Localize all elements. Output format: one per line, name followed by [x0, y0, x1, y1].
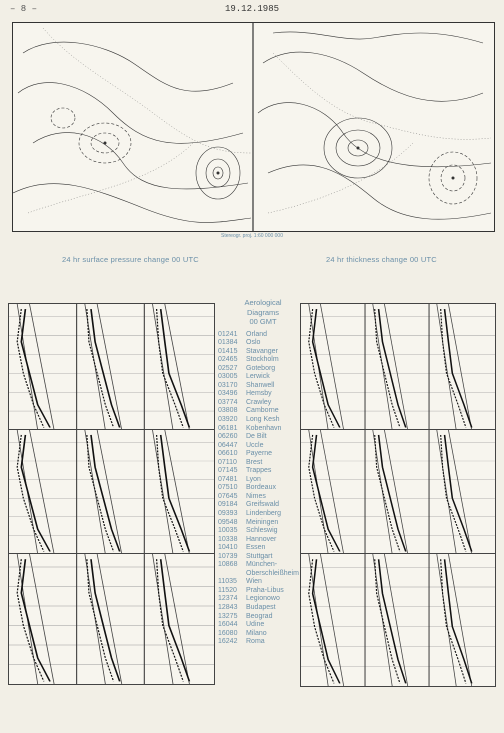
- station-id: 12843: [218, 604, 238, 611]
- station-name: Roma: [246, 638, 265, 646]
- station-row: [218, 536, 308, 545]
- station-id: 10035: [218, 527, 238, 535]
- station-row: [218, 467, 308, 476]
- station-row: [218, 476, 308, 485]
- station-name: Goteborg: [246, 364, 276, 372]
- station-row: [218, 459, 308, 468]
- station-row: [218, 407, 308, 416]
- station-name: Uccle: [246, 441, 264, 449]
- station-row: [218, 561, 308, 570]
- aerological-diagram-2: [8, 429, 215, 555]
- station-id: 16044: [218, 621, 238, 629]
- page-number: – 8 –: [10, 4, 38, 14]
- caption-thickness: 24 hr thickness change 00 UTC: [326, 255, 437, 264]
- station-id: 10739: [218, 552, 238, 560]
- station-name: Orland: [246, 330, 268, 338]
- station-name: Budapest: [246, 604, 276, 611]
- station-name: Stockholm: [246, 356, 279, 364]
- station-name: Trappes: [246, 467, 272, 475]
- station-name: Crawley: [246, 398, 272, 406]
- station-id: 11035: [218, 578, 237, 586]
- station-name: Essen: [246, 544, 266, 552]
- station-row: [218, 433, 308, 442]
- station-name: De Bilt: [246, 433, 267, 441]
- station-name: Praha-Libus: [246, 586, 284, 594]
- station-row: [218, 638, 308, 647]
- station-name: Meiningen: [246, 518, 279, 526]
- page-date: 19.12.1985: [224, 4, 279, 14]
- station-id: 06447: [218, 441, 238, 449]
- station-id: 03170: [218, 381, 238, 389]
- station-name: Hannover: [246, 535, 277, 543]
- station-row: [218, 519, 308, 528]
- station-row: [218, 613, 308, 622]
- station-name: Legionowo: [246, 595, 280, 603]
- aerological-diagram-4: [300, 303, 496, 431]
- station-id: 03774: [218, 398, 238, 406]
- station-row: [218, 356, 308, 365]
- station-row: [218, 425, 308, 434]
- station-name: Shanwell: [246, 381, 275, 389]
- station-id: 16242: [218, 638, 238, 646]
- map-scale-note: Stereogr. proj. 1:60 000 000: [221, 233, 283, 239]
- station-id: 09184: [218, 501, 238, 509]
- station-name: Payerne: [246, 450, 273, 458]
- aerological-diagram-3: [8, 553, 215, 685]
- station-row: [218, 595, 308, 604]
- station-name: Stuttgart: [246, 552, 273, 560]
- station-id: 10410: [218, 544, 238, 552]
- station-row: [218, 373, 308, 382]
- station-name: Hemsby: [246, 390, 272, 398]
- station-name: Long Kesh: [246, 415, 280, 423]
- station-list-title-2: Diagrams: [246, 307, 280, 317]
- aerological-diagram-6: [300, 553, 496, 687]
- station-id: 07110: [218, 458, 237, 466]
- station-name: Lyon: [246, 475, 261, 483]
- station-row: [218, 527, 308, 536]
- station-id: 07145: [218, 467, 238, 475]
- page-header: [0, 4, 504, 18]
- caption-surface-pressure: 24 hr surface pressure change 00 UTC: [62, 255, 199, 264]
- station-row: [218, 553, 308, 562]
- station-row: [218, 493, 308, 502]
- station-name: Wien: [246, 578, 262, 586]
- station-id: 02527: [218, 364, 238, 372]
- station-id: 03496: [218, 390, 238, 398]
- station-name: München-: [246, 561, 278, 569]
- station-id: 06181: [218, 424, 238, 432]
- station-name: Greifswald: [246, 501, 280, 509]
- station-name: Bordeaux: [246, 484, 276, 492]
- station-list-title-3: 00 GMT: [249, 317, 277, 326]
- station-name: Oslo: [246, 339, 261, 347]
- station-row: [218, 621, 308, 630]
- station-row: [218, 630, 308, 639]
- station-row: [218, 348, 308, 357]
- station-id: 09548: [218, 518, 238, 526]
- station-id: 06610: [218, 450, 238, 458]
- aerological-diagram-5: [300, 429, 496, 555]
- station-row: [218, 570, 308, 579]
- station-row: [218, 399, 308, 408]
- station-id: 09393: [218, 509, 238, 517]
- weather-map-pair: [13, 23, 494, 231]
- station-id: 07481: [218, 475, 238, 483]
- station-list-title-1: Aerological: [244, 298, 282, 307]
- station-id: 16080: [218, 629, 238, 637]
- station-id: 12374: [218, 595, 238, 603]
- station-id: 11520: [218, 586, 237, 594]
- station-row: [218, 390, 308, 399]
- station-row: [218, 587, 308, 596]
- station-id: 13275: [218, 612, 238, 620]
- station-row: [218, 510, 308, 519]
- station-row: [218, 484, 308, 493]
- station-name: Schleswig: [246, 527, 278, 535]
- station-row: [218, 450, 308, 459]
- station-name: Brest: [246, 458, 263, 466]
- station-name: Lerwick: [246, 373, 270, 381]
- station-name: Oberschleißheim: [246, 569, 299, 577]
- station-name: Stavanger: [246, 347, 278, 355]
- station-name: Nimes: [246, 492, 266, 500]
- station-row: [218, 442, 308, 451]
- station-row: [218, 501, 308, 510]
- station-id: 03808: [218, 407, 238, 415]
- station-name: Camborne: [246, 407, 279, 415]
- station-row: [218, 544, 308, 553]
- station-row: [218, 578, 308, 587]
- station-name: Beograd: [246, 612, 273, 620]
- station-id: [218, 570, 242, 579]
- station-rows: [218, 331, 308, 647]
- station-id: 07645: [218, 492, 238, 500]
- station-row: [218, 382, 308, 391]
- station-row: [218, 416, 308, 425]
- station-id: 03005: [218, 373, 238, 381]
- station-name: Udine: [246, 621, 265, 629]
- station-id: 02465: [218, 356, 238, 364]
- station-row: [218, 331, 308, 340]
- pressure-thickness-maps: [12, 22, 495, 232]
- station-id: 10868: [218, 561, 238, 569]
- station-row: [218, 365, 308, 374]
- station-row: [218, 604, 308, 613]
- station-id: 10338: [218, 535, 238, 543]
- aerological-diagram-1: [8, 303, 215, 431]
- station-row: [218, 339, 308, 348]
- station-id: 01384: [218, 339, 238, 347]
- station-id: 01415: [218, 347, 238, 355]
- station-list: [218, 298, 308, 647]
- station-name: Kobenhavn: [246, 424, 282, 432]
- station-id: 03920: [218, 415, 238, 423]
- station-id: 07510: [218, 484, 238, 492]
- station-id: 06260: [218, 433, 238, 441]
- station-id: 01241: [218, 330, 238, 338]
- station-name: Milano: [246, 629, 267, 637]
- station-name: Lindenberg: [246, 509, 282, 517]
